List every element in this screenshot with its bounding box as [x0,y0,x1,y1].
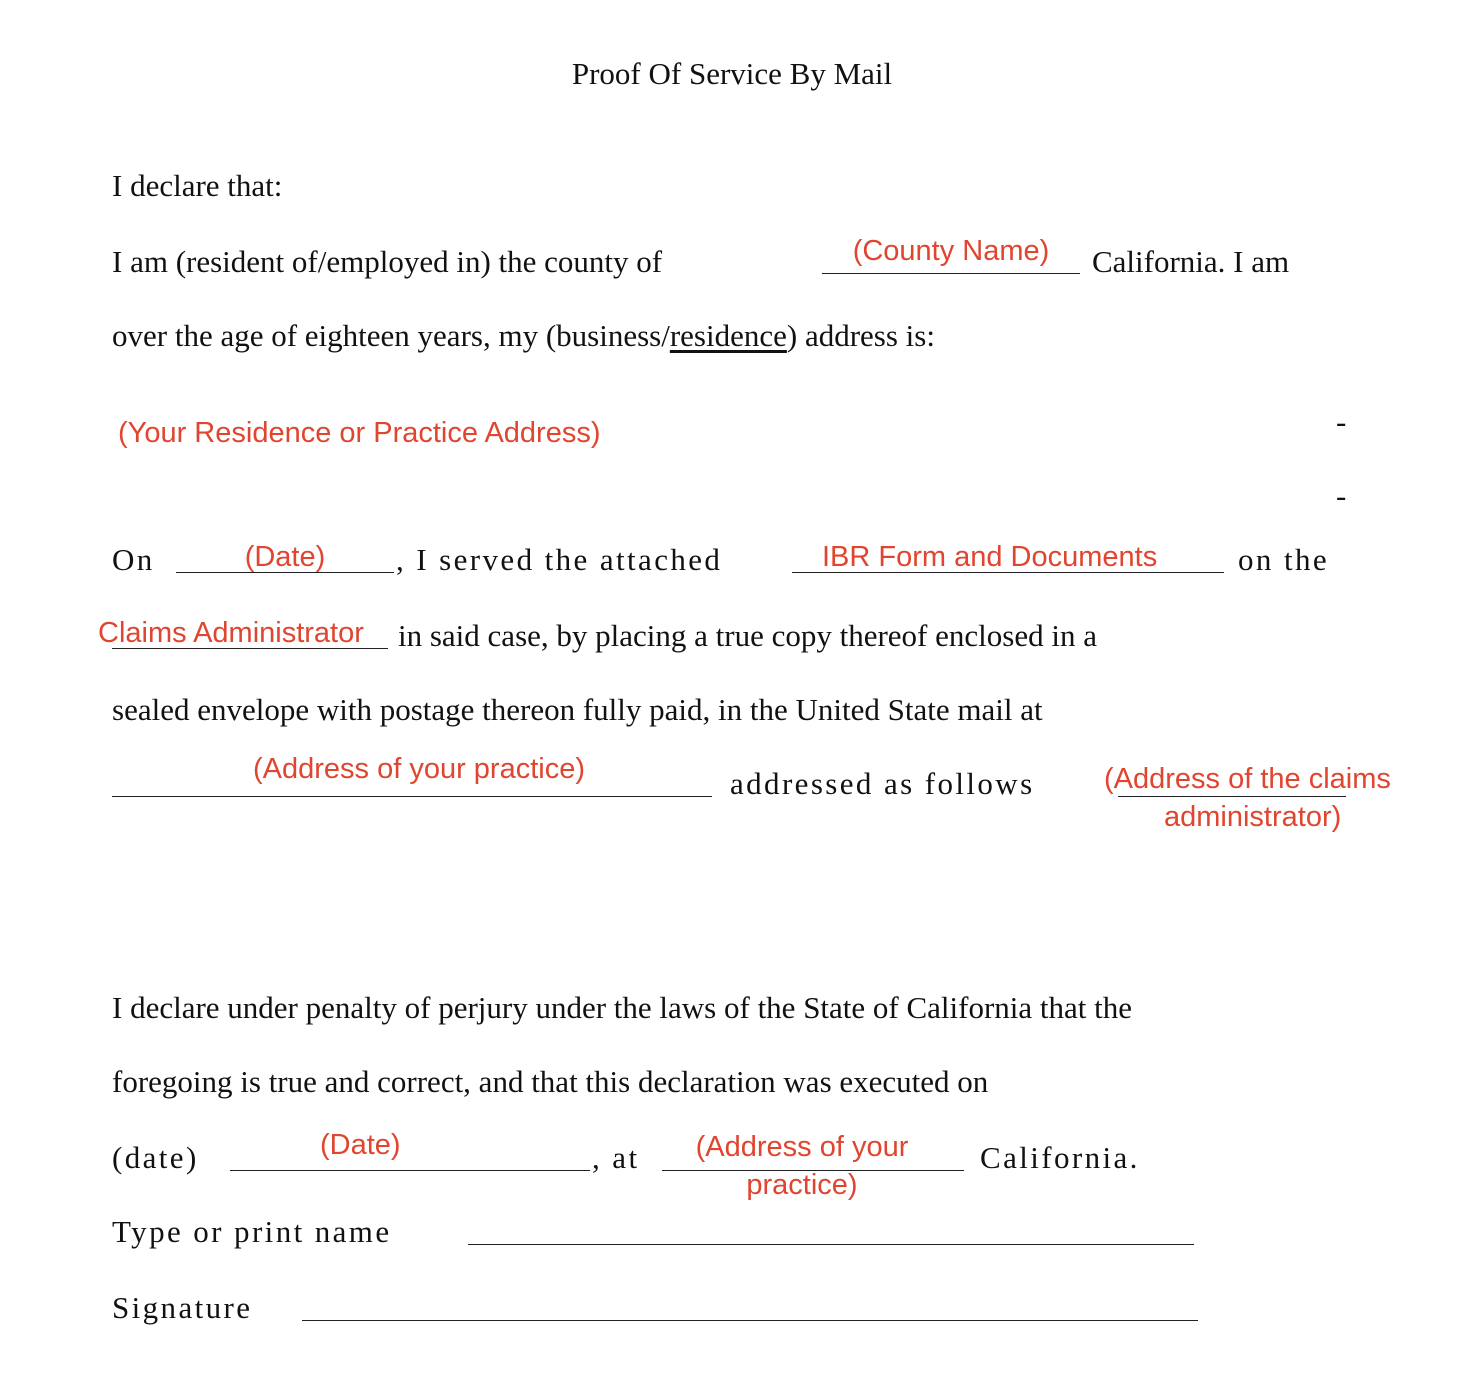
para2-line2: in said case, by placing a true copy thereof enclosed in a [398,618,1097,653]
para1-line2 [112,318,935,354]
para3-california: California. [980,1140,1140,1175]
practice-address-blank-line [112,796,712,797]
type-name-blank-line[interactable] [468,1244,1194,1245]
para2-on-the: on the [1238,542,1330,577]
exec-address-annotation-line2[interactable]: practice) [746,1169,858,1201]
para3-line1: I declare under penalty of perjury under the laws of the State of California that the [112,990,1133,1025]
type-name-label: Type or print name [112,1214,392,1249]
para2-line3: sealed envelope with postage thereon fully paid, in the United State mail at [112,692,1043,727]
para2-served: , I served the attached [396,542,723,577]
county-name-annotation[interactable]: (County Name) [852,235,1050,267]
date-executed-annotation[interactable]: (Date) [320,1129,401,1161]
para2-addressed-as-follows: addressed as follows [730,766,1035,801]
para1-line1-end: California. I am [1092,244,1290,279]
dash-mark-2: - [1336,478,1347,513]
practice-address-annotation[interactable]: (Address of your practice) [252,753,585,785]
para3-line2: foregoing is true and correct, and that this declaration was executed on [112,1064,989,1099]
para1-line2-start: over the age of eighteen years, my (business/ [112,318,670,353]
para1-line1-start: I am (resident of/employed in) the county of [112,244,663,279]
ibr-form-annotation[interactable]: IBR Form and Documents [822,541,1158,573]
residence-address-annotation[interactable]: (Your Residence or Practice Address) [118,417,601,449]
document-title: Proof Of Service By Mail [571,56,893,91]
residence-word: residence [669,318,787,353]
claims-admin-address-annotation-line2[interactable]: administrator) [1164,801,1342,833]
para3-at: , at [592,1140,640,1175]
claims-admin-address-annotation-line1[interactable]: (Address of the claims [1104,763,1391,795]
declare-intro: I declare that: [112,168,283,203]
claims-admin-address-blank-line [1118,796,1346,797]
exec-address-annotation-line1[interactable]: (Address of your [695,1131,909,1163]
dash-mark-1: - [1336,404,1347,439]
para2-on: On [112,542,155,577]
para3-date-label: (date) [112,1140,199,1175]
claims-administrator-annotation[interactable]: Claims Administrator [98,617,364,649]
county-blank-line [822,273,1080,274]
signature-label: Signature [112,1290,253,1325]
date-executed-blank-line [230,1170,590,1171]
date-served-annotation[interactable]: (Date) [244,541,326,573]
para1-line2-end: ) address is: [786,318,935,353]
signature-blank-line[interactable] [302,1320,1198,1321]
